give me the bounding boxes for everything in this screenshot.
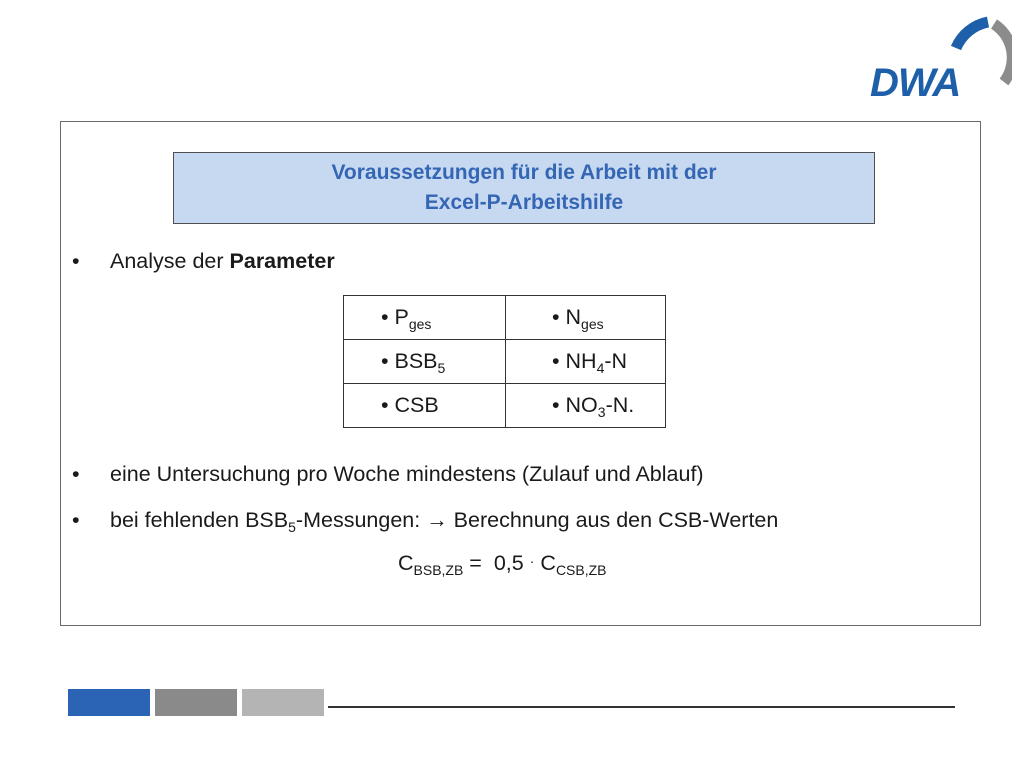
footer-line bbox=[328, 706, 955, 708]
param-nh4-n: • $NH_4-N$ bbox=[506, 340, 666, 384]
bullet-analyse-text: Analyse der bbox=[110, 249, 230, 273]
parameter-table bbox=[343, 295, 666, 428]
bullet-bsb-text-b: -Messungen: bbox=[295, 508, 427, 532]
bullet-bsb-sub: 5 bbox=[288, 519, 296, 535]
footer-bar-gray-dark bbox=[155, 689, 237, 716]
title-line-2: Excel-P-Arbeitshilfe bbox=[424, 191, 624, 214]
logo-blue-arc bbox=[956, 22, 988, 48]
formula-rhs-sub: CSB,ZB bbox=[555, 562, 607, 578]
logo-text: DWA bbox=[870, 61, 961, 100]
table-row bbox=[344, 340, 666, 384]
formula-rhs: C bbox=[540, 551, 556, 575]
bullet-dot: • bbox=[72, 249, 80, 273]
formula-lhs: C bbox=[398, 551, 414, 575]
dwa-logo bbox=[868, 16, 1012, 100]
formula-dot: · bbox=[529, 553, 535, 569]
formula-factor: 0,5 bbox=[493, 551, 524, 575]
footer-bar-gray-light bbox=[242, 689, 324, 716]
arrow-right-icon: → bbox=[426, 508, 448, 532]
title-box bbox=[173, 152, 875, 224]
param-no3-n: • $NO_3-N$. bbox=[506, 384, 666, 428]
bullet-analyse-bold: Parameter bbox=[229, 249, 335, 273]
table-row bbox=[344, 296, 666, 340]
formula bbox=[398, 551, 607, 576]
param-bsb5: • $BSB_5$ bbox=[344, 340, 506, 384]
bullet-dot: • bbox=[72, 462, 80, 486]
title-line-1: Voraussetzungen für die Arbeit mit der bbox=[331, 161, 717, 184]
bullet-dot: • bbox=[72, 508, 80, 532]
param-n-ges: • $N_{ges}$ bbox=[506, 296, 666, 340]
formula-lhs-sub: BSB,ZB bbox=[413, 562, 464, 578]
param-csb: • CSB bbox=[344, 384, 506, 428]
table-row bbox=[344, 384, 666, 428]
bullet-bsb-text-a: bei fehlenden BSB bbox=[110, 508, 289, 532]
param-p-ges: • $P_{ges}$ bbox=[344, 296, 506, 340]
formula-equals: = bbox=[463, 551, 488, 575]
logo-gray-arc bbox=[994, 24, 1012, 82]
bullet-untersuchung-text: eine Untersuchung pro Woche mindestens (Zulauf und Ablauf) bbox=[110, 462, 704, 486]
bullet-bsb-text-c: Berechnung aus den CSB-Werten bbox=[447, 508, 779, 532]
footer-bar-blue bbox=[68, 689, 150, 716]
